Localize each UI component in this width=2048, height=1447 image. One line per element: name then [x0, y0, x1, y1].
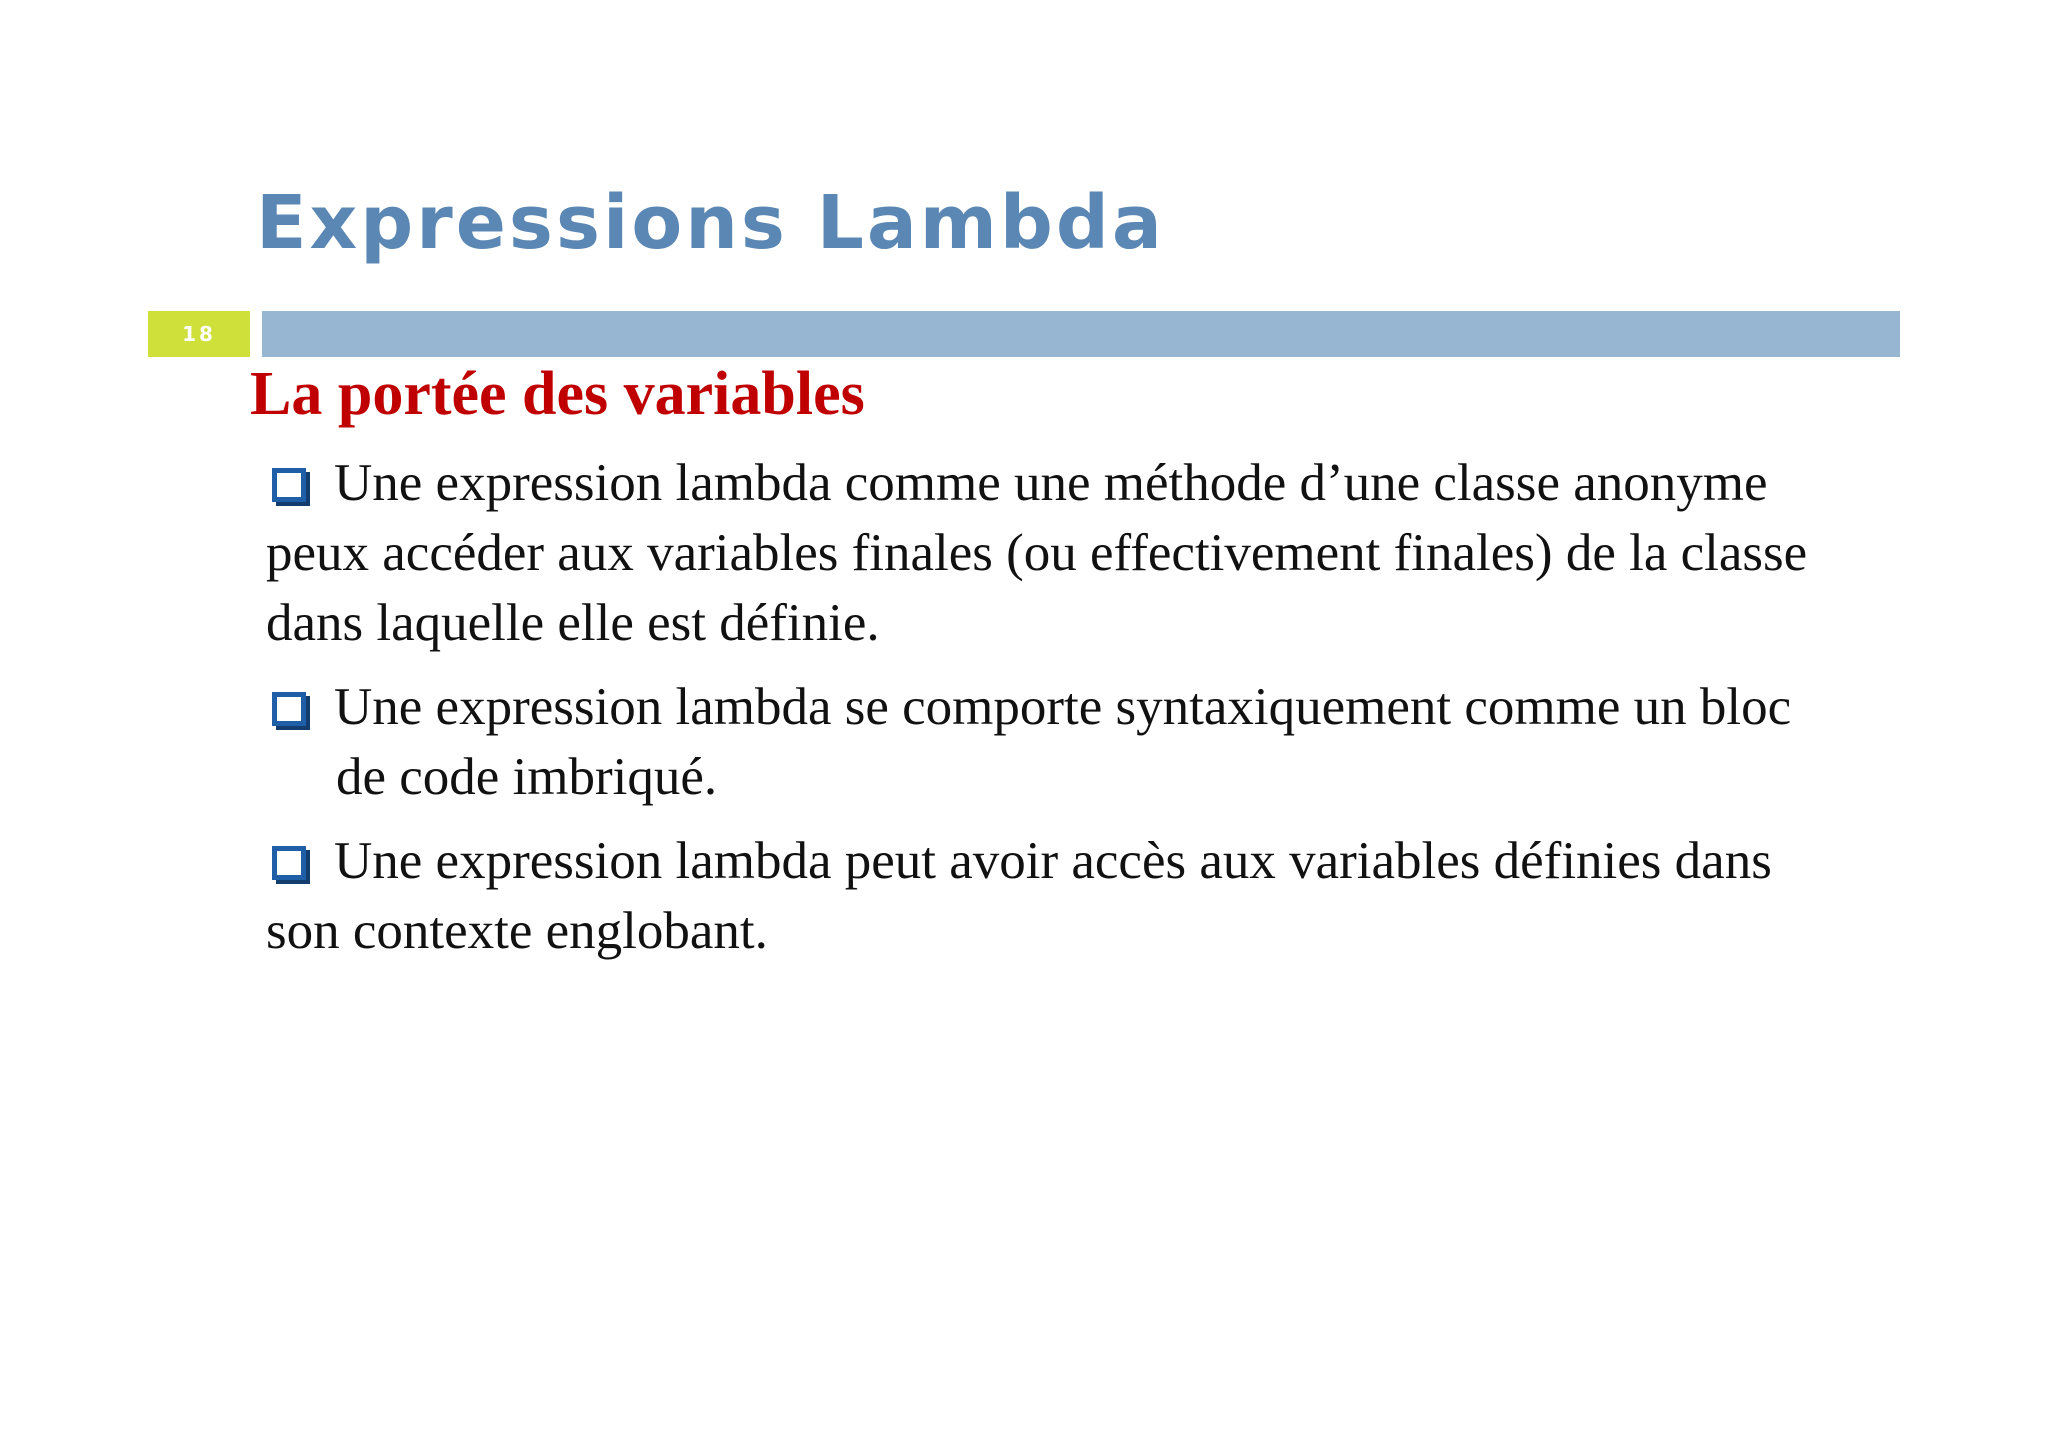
page-number: 18 — [182, 322, 216, 346]
checkbox-icon — [272, 468, 306, 502]
bullet-item — [266, 672, 1846, 812]
bullet-text: Une expression lambda peut avoir accès aux variables définies dans son contexte englobant. — [266, 832, 1772, 960]
bullet-text: Une expression lambda se comporte syntaxiquement comme un bloc de code imbriqué. — [334, 678, 1792, 806]
header-bar — [262, 311, 1900, 357]
checkbox-icon — [272, 846, 306, 880]
page-number-badge — [148, 311, 250, 357]
slide-title: Expressions Lambda — [256, 180, 1165, 266]
bullet-text: Une expression lambda comme une méthode d’une classe anonyme peux accéder aux variables finales (ou effectivement finales) de la classe dans laquelle elle est définie. — [266, 454, 1808, 652]
slide-subtitle: La portée des variables — [250, 360, 865, 428]
checkbox-icon — [272, 692, 306, 726]
bullet-item — [266, 826, 1846, 966]
bullet-item — [266, 448, 1846, 658]
